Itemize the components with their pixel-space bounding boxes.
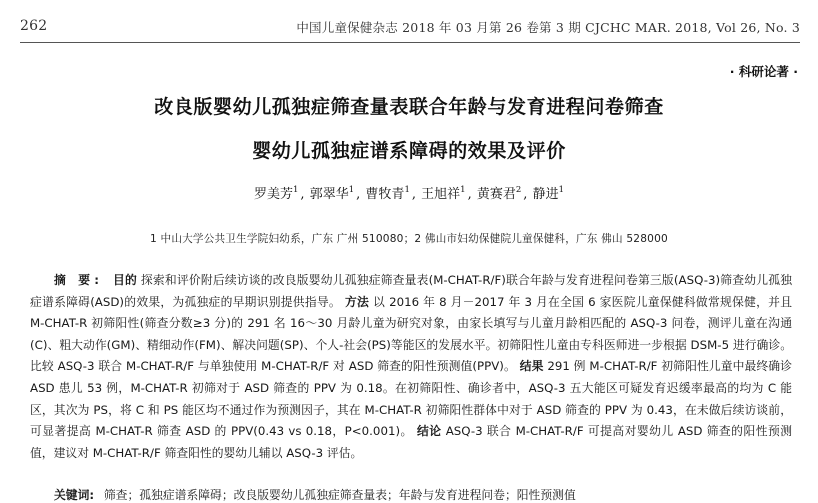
conclusion-label: 结论: [417, 424, 442, 439]
abstract: [30, 270, 792, 464]
title-line-2: 婴幼儿孤独症谱系障碍的效果及评价: [252, 140, 566, 162]
objective-text: 探索和评价附后续访谈的改良版婴幼儿孤独症筛查量表(M-CHAT-R/F)联合年龄与发育进程问卷第三版(ASQ-3)筛查幼儿孤独症谱系障碍(ASD)的效果，为孤独症的早期识别提供指导。: [30, 273, 793, 309]
author: 静进$^1$: [532, 185, 565, 202]
title-line-1: 改良版婴幼儿孤独症筛查量表联合年龄与发育进程问卷筛查: [154, 96, 664, 118]
author: 黄赛君$^2$: [476, 185, 522, 202]
conclusion-text: ASQ-3 联合 M-CHAT-R/F 可提高对婴幼儿 ASD 筛查的阳性预测值，建议对 M-CHAT-R/F 筛查阳性的婴幼儿辅以 ASQ-3 评估。: [30, 424, 793, 460]
results-text: 291 例 M-CHAT-R/F 初筛阳性儿童中最终确诊 ASD 患儿 53 例，M-CHAT-R 初筛对于 ASD 筛查的 PPV 为 0.18。在初筛阳性、确诊者中，ASQ-3 五大能区可疑发育迟缓率最高的均为 C 能区，其次为 PS，将 C 和 PS 能区均不通过作为预测因子，其在 M-CHAT-R 初筛阳性群体中对于 ASD 筛查的 PPV 为 0.43，在未做后续访谈前，可显著提高 M-CHAT-R 筛查 ASD 的 PPV(0.43 vs 0.18，P<0.001)。: [30, 359, 792, 439]
running-head: 中国儿童保健杂志 2018 年 03 月第 26 卷第 3 期 CJCHC MAR. 2018, Vol 26, No. 3: [296, 20, 800, 35]
affiliations: 1 中山大学公共卫生学院妇幼系，广东 广州 510080；2 佛山市妇幼保健院儿童保健科，广东 佛山 528000: [150, 233, 668, 245]
keywords-text: 筛查；孤独症谱系障碍；改良版婴幼儿孤独症筛查量表；年龄与发育进程问卷；阳性预测值: [103, 488, 576, 502]
header-rule: [20, 42, 800, 43]
keywords-label: 关键词:: [54, 488, 95, 502]
methods-label: 方法: [344, 294, 370, 309]
author: 曹牧青$^1$: [365, 185, 410, 202]
abstract-label: 摘 要:: [54, 273, 103, 287]
results-label: 结果: [519, 359, 544, 374]
author: 郭翠华$^1$: [309, 185, 355, 202]
author: 王旭祥$^1$: [421, 185, 466, 202]
methods-text: 以 2016 年 8 月－2017 年 3 月在全国 6 家医院儿童保健科做常规保健，并且 M-CHAT-R 初筛阳性(筛查分数≥3 分)的 291 名 16～30 月龄儿童为研究对象，由家长填写与儿童月龄相匹配的 ASQ-3 问卷，测评儿童在沟通(C)、粗大动作(GM)、精细动作(FM)、解决问题(SP)、个人-社会(PS)等能区的发展水平。初筛阳性儿童由专科医师进一步根据 DSM-5 进行确诊。比较 ASQ-3 联合 M-CHAT-R/F 与单独使用 M-CHAT-R/F 对 ASD 筛查的阳性预测值(PPV)。: [30, 294, 793, 374]
page-number: 262: [20, 18, 48, 34]
objective-label: 目的: [112, 273, 137, 287]
author-list: 罗美芳$^1$ , 郭翠华$^1$ , 曹牧青$^1$ , 王旭祥$^1$ , 黄赛君$^2$ , 静进$^1$: [253, 185, 565, 202]
author: 罗美芳$^1$: [253, 185, 299, 202]
keywords: [54, 486, 792, 503]
section-tag: · 科研论著 ·: [729, 64, 798, 79]
